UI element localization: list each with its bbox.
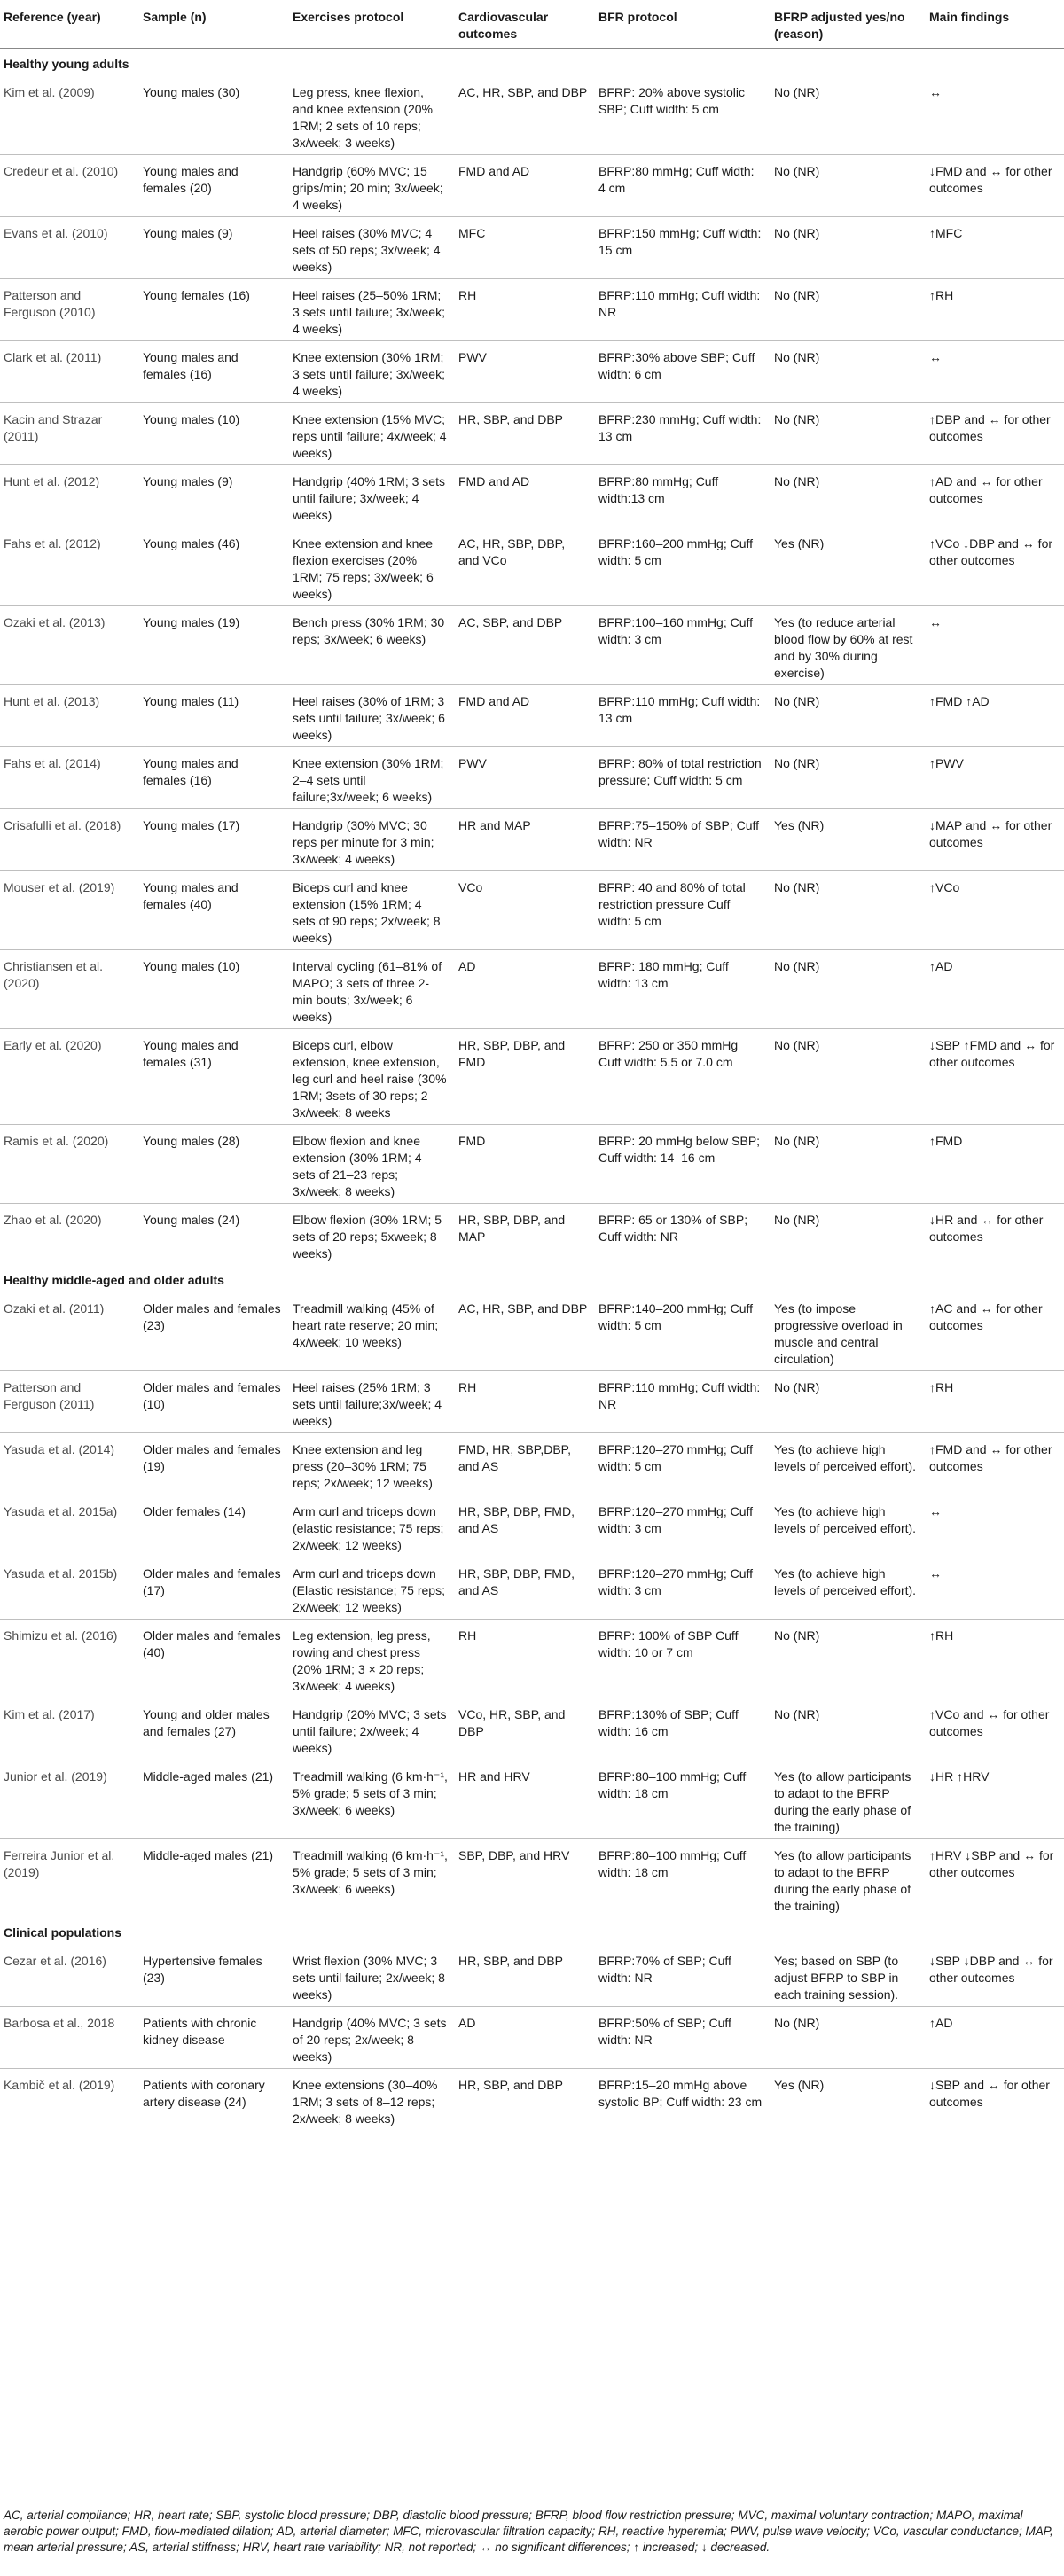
cell-bfrp-adjusted: No (NR)	[769, 871, 924, 950]
cell-bfr-protocol: BFRP:110 mmHg; Cuff width: NR	[593, 1371, 769, 1433]
cell-main-findings: ↑MFC	[924, 217, 1064, 279]
cell-reference: Fahs et al. (2014)	[0, 747, 137, 809]
cell-main-findings: ↑RH	[924, 1371, 1064, 1433]
cell-bfr-protocol: BFRP:80 mmHg; Cuff width: 4 cm	[593, 155, 769, 217]
cell-main-findings: ↓HR ↑HRV	[924, 1760, 1064, 1839]
cell-exercises-protocol: Biceps curl and knee extension (15% 1RM; 4 sets of 90 reps; 2x/week; 8 weeks)	[287, 871, 453, 950]
table-footnote: AC, arterial compliance; HR, heart rate; SBP, systolic blood pressure; DBP, diastolic blood pressure; BFRP, blood flow restriction pressure; MVC, maximal voluntary contraction; MAPO, maximal aerobic power output; FMD, flow-mediated dilation; AD, arterial diameter; MFC, microvascular filtration capacity; RH, reactive hyperemia; PWV, pulse wave velocity; VCo, vascular conductance; MAP, mean arterial pressure; AS, arterial stiffness; HRV, heart rate variability; NR, not reported; ↔ no significant differences; ↑ increased; ↓ decreased.	[0, 2502, 1064, 2556]
cell-sample: Young males (24)	[137, 1204, 287, 1266]
cell-reference: Ramis et al. (2020)	[0, 1125, 137, 1204]
cell-exercises-protocol: Handgrip (20% MVC; 3 sets until failure; 2x/week; 4 weeks)	[287, 1698, 453, 1760]
cell-sample: Young males (9)	[137, 465, 287, 527]
cell-bfrp-adjusted: No (NR)	[769, 403, 924, 465]
cell-cardiovascular-outcomes: VCo	[453, 871, 593, 950]
table-row	[0, 1557, 1064, 1620]
cell-sample: Young males (9)	[137, 217, 287, 279]
cell-main-findings: ↑HRV ↓SBP and ↔ for other outcomes	[924, 1839, 1064, 1918]
cell-main-findings: ↑VCo ↓DBP and ↔ for other outcomes	[924, 527, 1064, 606]
cell-exercises-protocol: Bench press (30% 1RM; 30 reps; 3x/week; 6 weeks)	[287, 606, 453, 685]
cell-cardiovascular-outcomes: SBP, DBP, and HRV	[453, 1839, 593, 1918]
cell-bfrp-adjusted: Yes (to allow participants to adapt to the BFRP during the early phase of the training)	[769, 1760, 924, 1839]
table-row	[0, 1433, 1064, 1495]
cell-sample: Patients with coronary artery disease (24)	[137, 2069, 287, 2131]
cell-sample: Middle-aged males (21)	[137, 1760, 287, 1839]
cell-bfr-protocol: BFRP:70% of SBP; Cuff width: NR	[598, 1954, 732, 1985]
cell-bfrp-adjusted: Yes (to achieve high levels of perceived effort).	[769, 1495, 924, 1557]
section-title: Healthy middle-aged and older adults	[4, 1273, 224, 1287]
cell-bfrp-adjusted: No (NR)	[769, 1620, 924, 1698]
cell-main-findings: ↓SBP ↓DBP and ↔ for other outcomes	[929, 1954, 1053, 1985]
cell-exercises-protocol: Heel raises (30% of 1RM; 3 sets until failure; 3x/week; 6 weeks)	[287, 685, 453, 747]
cell-bfr-protocol: BFRP:120–270 mmHg; Cuff width: 5 cm	[593, 1433, 769, 1495]
cell-bfr-protocol: BFRP:230 mmHg; Cuff width: 13 cm	[593, 403, 769, 465]
table-row	[0, 465, 1064, 527]
cell-cardiovascular-outcomes: AD	[453, 2007, 593, 2069]
table-row	[0, 155, 1064, 217]
cell-bfr-protocol: BFRP: 180 mmHg; Cuff width: 13 cm	[593, 950, 769, 1029]
cell-reference: Clark et al. (2011)	[0, 341, 137, 403]
cell-bfrp-adjusted: No (NR)	[769, 1698, 924, 1760]
cell-cardiovascular-outcomes: AC, HR, SBP, DBP, and VCo	[453, 527, 593, 606]
cell-exercises-protocol: Elbow flexion and knee extension (30% 1RM; 4 sets of 21–23 reps; 3x/week; 8 weeks)	[287, 1125, 453, 1204]
cell-reference: Patterson and Ferguson (2010)	[0, 279, 137, 341]
cell-exercises-protocol: Knee extension and knee flexion exercises (20% 1RM; 75 reps; 3x/week; 6 weeks)	[287, 527, 453, 606]
cell-cardiovascular-outcomes: FMD	[453, 1125, 593, 1204]
cell-cardiovascular-outcomes: FMD and AD	[453, 155, 593, 217]
cell-bfr-protocol: BFRP:150 mmHg; Cuff width: 15 cm	[593, 217, 769, 279]
header-bfr-protocol: BFR protocol	[593, 0, 769, 49]
cell-main-findings: ↑VCo	[924, 871, 1064, 950]
cell-reference: Ferreira Junior et al. (2019)	[0, 1839, 137, 1918]
cell-main-findings: ↔	[924, 341, 1064, 403]
cell-reference: Yasuda et al. 2015a)	[0, 1495, 137, 1557]
cell-bfrp-adjusted: Yes (NR)	[769, 527, 924, 606]
cell-cardiovascular-outcomes: RH	[453, 279, 593, 341]
cell-cardiovascular-outcomes: HR, SBP, and DBP	[453, 403, 593, 465]
cell-bfr-protocol: BFRP:160–200 mmHg; Cuff width: 5 cm	[593, 527, 769, 606]
cell-exercises-protocol: Handgrip (30% MVC; 30 reps per minute for 3 min; 3x/week; 4 weeks)	[287, 809, 453, 871]
cell-reference: Kambič et al. (2019)	[0, 2069, 137, 2131]
cell-sample: Young males and females (20)	[137, 155, 287, 217]
cell-exercises-protocol: Elbow flexion (30% 1RM; 5 sets of 20 reps; 5xweek; 8 weeks)	[287, 1204, 453, 1266]
cell-cardiovascular-outcomes: VCo, HR, SBP, and DBP	[453, 1698, 593, 1760]
cell-sample: Older males and females (23)	[143, 1301, 281, 1332]
cell-reference: Kacin and Strazar (2011)	[0, 403, 137, 465]
cell-reference: Zhao et al. (2020)	[0, 1204, 137, 1266]
header-reference: Reference (year)	[0, 0, 137, 49]
cell-bfrp-adjusted: Yes (to reduce arterial blood flow by 60% at rest and by 30% during exercise)	[769, 606, 924, 685]
cell-cardiovascular-outcomes: HR, SBP, DBP, and MAP	[453, 1204, 593, 1266]
cell-sample: Young males and females (31)	[137, 1029, 287, 1125]
table-row	[0, 1292, 1064, 1371]
cell-sample: Young males and females (40)	[137, 871, 287, 950]
cell-sample: Young males (17)	[137, 809, 287, 871]
cell-cardiovascular-outcomes: HR, SBP, DBP, FMD, and AS	[453, 1495, 593, 1557]
cell-bfr-protocol: BFRP: 65 or 130% of SBP; Cuff width: NR	[593, 1204, 769, 1266]
cell-cardiovascular-outcomes: RH	[453, 1371, 593, 1433]
table-header-row	[0, 0, 1064, 49]
cell-bfrp-adjusted: Yes (NR)	[769, 2069, 924, 2131]
cell-bfrp-adjusted: No (NR)	[769, 155, 924, 217]
cell-exercises-protocol: Treadmill walking (6 km·h⁻¹, 5% grade; 5 sets of 3 min; 3x/week; 6 weeks)	[287, 1839, 453, 1918]
cell-exercises-protocol: Handgrip (40% MVC; 3 sets of 20 reps; 2x/week; 8 weeks)	[287, 2007, 453, 2069]
cell-bfr-protocol: BFRP: 100% of SBP Cuff width: 10 or 7 cm	[593, 1620, 769, 1698]
table-row	[0, 1620, 1064, 1698]
cell-reference: Ozaki et al. (2011)	[4, 1301, 105, 1315]
cell-cardiovascular-outcomes: PWV	[453, 341, 593, 403]
cell-bfrp-adjusted: Yes (NR)	[769, 809, 924, 871]
cell-exercises-protocol: Knee extensions (30–40% 1RM; 3 sets of 8–12 reps; 2x/week; 8 weeks)	[287, 2069, 453, 2131]
table-row	[0, 1760, 1064, 1839]
cell-exercises-protocol: Knee extension and leg press (20–30% 1RM; 75 reps; 2x/week; 12 weeks)	[287, 1433, 453, 1495]
cell-main-findings: ↑AC and ↔ for other outcomes	[929, 1301, 1043, 1332]
cell-main-findings: ↓SBP and ↔ for other outcomes	[924, 2069, 1064, 2131]
section-title: Healthy young adults	[4, 57, 129, 71]
table-row	[0, 2069, 1064, 2131]
cell-bfr-protocol: BFRP: 20% above systolic SBP; Cuff width: 5 cm	[598, 85, 745, 116]
cell-reference: Ozaki et al. (2013)	[0, 606, 137, 685]
cell-reference: Kim et al. (2017)	[0, 1698, 137, 1760]
cell-exercises-protocol: Arm curl and triceps down (elastic resistance; 75 reps; 2x/week; 12 weeks)	[287, 1495, 453, 1557]
table-body	[0, 49, 1064, 2131]
cell-cardiovascular-outcomes: PWV	[453, 747, 593, 809]
cell-exercises-protocol: Knee extension (30% 1RM; 3 sets until failure; 3x/week; 4 weeks)	[287, 341, 453, 403]
cell-sample: Young males (28)	[137, 1125, 287, 1204]
cell-bfr-protocol: BFRP:30% above SBP; Cuff width: 6 cm	[593, 341, 769, 403]
cell-exercises-protocol: Heel raises (30% MVC; 4 sets of 50 reps; 3x/week; 4 weeks)	[287, 217, 453, 279]
cell-bfr-protocol: BFRP: 20 mmHg below SBP; Cuff width: 14–16 cm	[593, 1125, 769, 1204]
cell-bfr-protocol: BFRP:110 mmHg; Cuff width: NR	[593, 279, 769, 341]
cell-cardiovascular-outcomes: HR and HRV	[453, 1760, 593, 1839]
cell-cardiovascular-outcomes: FMD, HR, SBP,DBP, and AS	[453, 1433, 593, 1495]
header-bfrp-adjusted: BFRP adjusted yes/no (reason)	[769, 0, 924, 49]
cell-main-findings: ↑AD	[924, 950, 1064, 1029]
table-row	[0, 685, 1064, 747]
table-row	[0, 606, 1064, 685]
cell-bfrp-adjusted: No (NR)	[769, 1125, 924, 1204]
cell-reference: Hunt et al. (2012)	[0, 465, 137, 527]
cell-bfrp-adjusted: Yes (to achieve high levels of perceived effort).	[769, 1433, 924, 1495]
table-row	[0, 1698, 1064, 1760]
section-title: Clinical populations	[4, 1925, 122, 1940]
cell-reference: Cezar et al. (2016)	[4, 1954, 106, 1968]
cell-reference: Shimizu et al. (2016)	[0, 1620, 137, 1698]
cell-main-findings: ↑AD and ↔ for other outcomes	[924, 465, 1064, 527]
cell-sample: Young males (11)	[137, 685, 287, 747]
cell-main-findings: ↓HR and ↔ for other outcomes	[924, 1204, 1064, 1266]
cell-sample: Young males and females (16)	[137, 341, 287, 403]
cell-exercises-protocol: Knee extension (15% MVC; reps until failure; 4x/week; 4 weeks)	[287, 403, 453, 465]
cell-bfr-protocol: BFRP:120–270 mmHg; Cuff width: 3 cm	[593, 1557, 769, 1620]
cell-bfr-protocol: BFRP:75–150% of SBP; Cuff width: NR	[593, 809, 769, 871]
cell-sample: Young males (46)	[137, 527, 287, 606]
cell-sample: Hypertensive females (23)	[143, 1954, 262, 1985]
cell-cardiovascular-outcomes: HR, SBP, and DBP	[458, 1954, 564, 1968]
cell-sample: Young males and females (16)	[137, 747, 287, 809]
cell-main-findings: ↑RH	[924, 1620, 1064, 1698]
cell-bfr-protocol: BFRP:15–20 mmHg above systolic BP; Cuff width: 23 cm	[593, 2069, 769, 2131]
table-row	[0, 217, 1064, 279]
cell-sample: Young males (10)	[137, 950, 287, 1029]
cell-reference: Early et al. (2020)	[0, 1029, 137, 1125]
section-header-row	[0, 1917, 1064, 1945]
cell-cardiovascular-outcomes: AC, HR, SBP, and DBP	[458, 85, 588, 99]
table-row	[0, 1839, 1064, 1918]
cell-bfrp-adjusted: Yes (to allow participants to adapt to the BFRP during the early phase of the training)	[769, 1839, 924, 1918]
cell-sample: Middle-aged males (21)	[137, 1839, 287, 1918]
table-row	[0, 1371, 1064, 1433]
cell-bfrp-adjusted: No (NR)	[769, 2007, 924, 2069]
cell-bfrp-adjusted: No (NR)	[774, 85, 820, 99]
cell-main-findings: ↑FMD	[924, 1125, 1064, 1204]
cell-sample: Young and older males and females (27)	[137, 1698, 287, 1760]
cell-sample: Young females (16)	[137, 279, 287, 341]
cell-main-findings: ↑FMD ↑AD	[924, 685, 1064, 747]
cell-main-findings: ↑AD	[924, 2007, 1064, 2069]
cell-bfrp-adjusted: No (NR)	[769, 685, 924, 747]
cell-bfr-protocol: BFRP:140–200 mmHg; Cuff width: 5 cm	[598, 1301, 754, 1332]
table-row	[0, 950, 1064, 1029]
cell-bfrp-adjusted: No (NR)	[769, 747, 924, 809]
cell-exercises-protocol: Leg press, knee flexion, and knee extension (20% 1RM; 2 sets of 10 reps; 3x/week; 3 weeks)	[293, 85, 433, 150]
table-row	[0, 809, 1064, 871]
cell-main-findings: ↑FMD and ↔ for other outcomes	[924, 1433, 1064, 1495]
cell-main-findings: ↔	[929, 85, 942, 99]
table-row	[0, 1495, 1064, 1557]
cell-reference: Junior et al. (2019)	[0, 1760, 137, 1839]
cell-main-findings: ↑PWV	[924, 747, 1064, 809]
cell-cardiovascular-outcomes: RH	[453, 1620, 593, 1698]
cell-main-findings: ↔	[924, 606, 1064, 685]
table-row	[0, 1029, 1064, 1125]
cell-cardiovascular-outcomes: HR and MAP	[453, 809, 593, 871]
cell-bfrp-adjusted: No (NR)	[769, 341, 924, 403]
cell-bfr-protocol: BFRP:100–160 mmHg; Cuff width: 3 cm	[593, 606, 769, 685]
cell-reference: Fahs et al. (2012)	[0, 527, 137, 606]
table-row	[0, 341, 1064, 403]
cell-main-findings: ↓MAP and ↔ for other outcomes	[924, 809, 1064, 871]
cell-sample: Older males and females (19)	[137, 1433, 287, 1495]
cell-bfr-protocol: BFRP:80–100 mmHg; Cuff width: 18 cm	[593, 1839, 769, 1918]
table-row	[0, 871, 1064, 950]
cell-reference: Yasuda et al. (2014)	[0, 1433, 137, 1495]
cell-reference: Kim et al. (2009)	[4, 85, 95, 99]
cell-reference: Evans et al. (2010)	[0, 217, 137, 279]
cell-main-findings: ↓SBP ↑FMD and ↔ for other outcomes	[924, 1029, 1064, 1125]
table-row	[0, 747, 1064, 809]
cell-cardiovascular-outcomes: AD	[453, 950, 593, 1029]
table-row	[0, 1945, 1064, 2007]
cell-bfrp-adjusted: Yes (to impose progressive overload in muscle and central circulation)	[774, 1301, 903, 1366]
cell-exercises-protocol: Heel raises (25–50% 1RM; 3 sets until failure; 3x/week; 4 weeks)	[287, 279, 453, 341]
section-header-row	[0, 49, 1064, 77]
cell-bfr-protocol: BFRP:80 mmHg; Cuff width:13 cm	[593, 465, 769, 527]
cell-main-findings: ↔	[924, 1495, 1064, 1557]
table-row	[0, 1125, 1064, 1204]
cell-cardiovascular-outcomes: HR, SBP, DBP, and FMD	[453, 1029, 593, 1125]
cell-reference: Christiansen et al. (2020)	[0, 950, 137, 1029]
cell-sample: Young males (19)	[137, 606, 287, 685]
cell-main-findings: ↑VCo and ↔ for other outcomes	[924, 1698, 1064, 1760]
cell-sample: Older males and females (10)	[137, 1371, 287, 1433]
cell-exercises-protocol: Interval cycling (61–81% of MAPO; 3 sets of three 2-min bouts; 3x/week; 6 weeks)	[287, 950, 453, 1029]
cell-bfrp-adjusted: No (NR)	[769, 1204, 924, 1266]
cell-bfrp-adjusted: No (NR)	[769, 217, 924, 279]
cell-exercises-protocol: Heel raises (25% 1RM; 3 sets until failure;3x/week; 4 weeks)	[287, 1371, 453, 1433]
cell-bfrp-adjusted: No (NR)	[769, 465, 924, 527]
cell-reference: Yasuda et al. 2015b)	[0, 1557, 137, 1620]
cell-reference: Hunt et al. (2013)	[0, 685, 137, 747]
cell-bfr-protocol: BFRP:50% of SBP; Cuff width: NR	[593, 2007, 769, 2069]
cell-bfr-protocol: BFRP: 80% of total restriction pressure; Cuff width: 5 cm	[593, 747, 769, 809]
cell-bfrp-adjusted: No (NR)	[769, 950, 924, 1029]
cell-reference: Barbosa et al., 2018	[0, 2007, 137, 2069]
cell-reference: Mouser et al. (2019)	[0, 871, 137, 950]
cell-cardiovascular-outcomes: FMD and AD	[453, 465, 593, 527]
cell-sample: Patients with chronic kidney disease	[137, 2007, 287, 2069]
cell-sample: Older males and females (40)	[137, 1620, 287, 1698]
header-main-findings: Main findings	[924, 0, 1064, 49]
cell-main-findings: ↑RH	[924, 279, 1064, 341]
cell-bfrp-adjusted: No (NR)	[769, 1371, 924, 1433]
cell-bfr-protocol: BFRP: 250 or 350 mmHg Cuff width: 5.5 or 7.0 cm	[593, 1029, 769, 1125]
cell-bfrp-adjusted: No (NR)	[769, 1029, 924, 1125]
cell-main-findings: ↑DBP and ↔ for other outcomes	[924, 403, 1064, 465]
section-header-row	[0, 1265, 1064, 1292]
cell-bfr-protocol: BFRP:120–270 mmHg; Cuff width: 3 cm	[593, 1495, 769, 1557]
cell-reference: Crisafulli et al. (2018)	[0, 809, 137, 871]
cell-main-findings: ↓FMD and ↔ for other outcomes	[924, 155, 1064, 217]
cell-exercises-protocol: Biceps curl, elbow extension, knee extension, leg curl and heel raise (30% 1RM; 3sets of 30 reps; 2–3x/week; 8 weeks	[287, 1029, 453, 1125]
table-row	[0, 2007, 1064, 2069]
table-row	[0, 279, 1064, 341]
cell-main-findings: ↔	[924, 1557, 1064, 1620]
cell-exercises-protocol: Treadmill walking (45% of heart rate reserve; 20 min; 4x/week; 10 weeks)	[293, 1301, 439, 1349]
cell-reference: Patterson and Ferguson (2011)	[0, 1371, 137, 1433]
cell-reference: Credeur et al. (2010)	[0, 155, 137, 217]
cell-cardiovascular-outcomes: HR, SBP, and DBP	[453, 2069, 593, 2131]
cell-bfr-protocol: BFRP: 40 and 80% of total restriction pressure Cuff width: 5 cm	[593, 871, 769, 950]
cell-sample: Older females (14)	[137, 1495, 287, 1557]
cell-sample: Older males and females (17)	[137, 1557, 287, 1620]
table-row	[0, 76, 1064, 155]
cell-exercises-protocol: Handgrip (60% MVC; 15 grips/min; 20 min; 3x/week; 4 weeks)	[287, 155, 453, 217]
cell-cardiovascular-outcomes: HR, SBP, DBP, FMD, and AS	[453, 1557, 593, 1620]
cell-cardiovascular-outcomes: MFC	[453, 217, 593, 279]
header-exercises-protocol: Exercises protocol	[287, 0, 453, 49]
table-row	[0, 1204, 1064, 1266]
cell-exercises-protocol: Handgrip (40% 1RM; 3 sets until failure; 3x/week; 4 weeks)	[287, 465, 453, 527]
cell-exercises-protocol: Leg extension, leg press, rowing and chest press (20% 1RM; 3 × 20 reps; 3x/week; 4 weeks)	[287, 1620, 453, 1698]
cell-exercises-protocol: Wrist flexion (30% MVC; 3 sets until failure; 2x/week; 8 weeks)	[293, 1954, 445, 2002]
cell-exercises-protocol: Knee extension (30% 1RM; 2–4 sets until failure;3x/week; 6 weeks)	[287, 747, 453, 809]
table-row	[0, 403, 1064, 465]
cell-bfr-protocol: BFRP:110 mmHg; Cuff width: 13 cm	[593, 685, 769, 747]
cell-sample: Young males (30)	[143, 85, 240, 99]
table-row	[0, 527, 1064, 606]
cell-sample: Young males (10)	[137, 403, 287, 465]
cell-bfrp-adjusted: Yes (to achieve high levels of perceived effort).	[769, 1557, 924, 1620]
cell-cardiovascular-outcomes: AC, HR, SBP, and DBP	[458, 1301, 588, 1315]
cell-bfr-protocol: BFRP:80–100 mmHg; Cuff width: 18 cm	[593, 1760, 769, 1839]
cell-exercises-protocol: Treadmill walking (6 km·h⁻¹, 5% grade; 5 sets of 3 min; 3x/week; 6 weeks)	[287, 1760, 453, 1839]
cell-exercises-protocol: Arm curl and triceps down (Elastic resistance; 75 reps; 2x/week; 12 weeks)	[287, 1557, 453, 1620]
cell-bfrp-adjusted: No (NR)	[769, 279, 924, 341]
cell-cardiovascular-outcomes: FMD and AD	[453, 685, 593, 747]
cell-bfr-protocol: BFRP:130% of SBP; Cuff width: 16 cm	[593, 1698, 769, 1760]
header-cardiovascular-outcomes: Cardiovascular outcomes	[453, 0, 593, 49]
header-sample: Sample (n)	[137, 0, 287, 49]
cell-cardiovascular-outcomes: AC, SBP, and DBP	[453, 606, 593, 685]
cell-bfrp-adjusted: Yes; based on SBP (to adjust BFRP to SBP in each training session).	[774, 1954, 899, 2002]
